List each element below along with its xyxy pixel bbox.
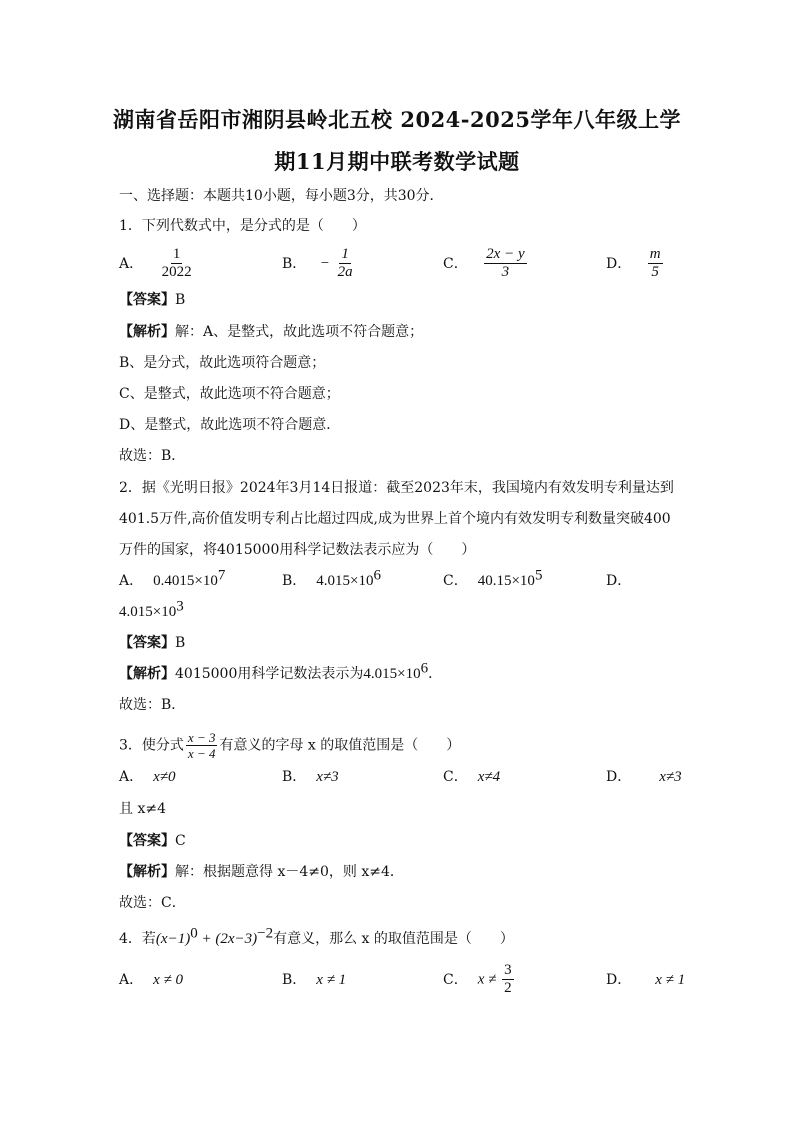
q4-option-b: B． x ≠ 1 [282, 972, 347, 988]
q4-c-fraction: $\frac{3}{2}$ [504, 962, 512, 996]
q1-option-d: D． $\frac{m}{5}$ [606, 246, 661, 280]
q2-option-c: C． $40.15\times 10^5$ [443, 567, 543, 589]
q1-a-fraction: $\frac{1}{2022}$ [161, 246, 192, 280]
q1-option-a: A． $\frac{1}{2022}$ [119, 246, 192, 280]
q1-analysis-1: 【解析】解：A、是整式，故此选项不符合题意； [119, 324, 424, 340]
q2-analysis: 【解析】4015000用科学记数法表示为$4.015\times 10^6$． [119, 660, 443, 682]
q2-option-b: B． $4.015\times 10^6$ [282, 567, 382, 589]
q1-d-fraction: $\frac{m}{5}$ [649, 246, 661, 280]
q1-choose: 故选：B． [119, 448, 186, 464]
q4-option-d: D． x ≠ 1 [606, 972, 686, 988]
q3-choose: 故选：C． [119, 895, 186, 911]
q1-analysis-4: D、是整式，故此选项不符合题意． [119, 417, 341, 433]
q2-option-a: A． $0.4015\times 10^7$ [119, 567, 226, 589]
q4-stem: 4．若$(x-1)^0 + (2x-3)^{-2}$有意义，那么 x 的取值范围是（ ） [119, 925, 514, 947]
q1-stem: 1．下列代数式中，是分式的是（ ） [119, 218, 366, 234]
q1-b-fraction: $\frac{1}{2a}$ [337, 246, 353, 280]
title-line-1: 湖南省岳阳市湘阴县岭北五校 2024-2025学年八年级上学 [113, 107, 681, 132]
q3-fraction: $\frac{x - 3}{x - 4}$ [187, 730, 216, 761]
q3-option-a: A． x≠0 [119, 769, 176, 785]
q1-option-c: C． $\frac{2x - y}{3}$ [443, 246, 525, 280]
q3-option-c: C． x≠4 [443, 769, 501, 785]
q4-option-a: A． x ≠ 0 [119, 972, 184, 988]
q3-answer: 【答案】C [119, 833, 186, 849]
q2-stem-1: 2．据《光明日报》2024年3月14日报道：截至2023年末，我国境内有效发明专利量达到 [119, 480, 674, 496]
q3-option-d-cont: 且 x≠4 [119, 801, 166, 817]
q1-option-b: B． − $\frac{1}{2a}$ [282, 246, 353, 280]
q2-choose: 故选：B． [119, 697, 186, 713]
section-heading: 一、选择题：本题共10小题，每小题3分，共30分． [119, 188, 444, 204]
q3-option-d: D． x≠3 [606, 769, 682, 785]
q2-stem-3: 万件的国家，将4015000用科学记数法表示应为（ ） [119, 542, 476, 558]
title-line-2: 期11月期中联考数学试题 [274, 149, 520, 174]
q1-answer: 【答案】B [119, 292, 186, 308]
q4-option-c: C． x ≠ $\frac{3}{2}$ [443, 962, 512, 996]
q2-option-d-value: $4.015\times 10^3$ [119, 598, 184, 620]
q1-analysis-2: B、是分式，故此选项符合题意； [119, 355, 326, 371]
q3-option-b: B． x≠3 [282, 769, 339, 785]
q3-analysis: 【解析】解：根据题意得 x－4≠0，则 x≠4． [119, 864, 404, 880]
q2-stem-2: 401.5万件,高价值发明专利占比超过四成,成为世界上首个境内有效发明专利数量突破400 [119, 511, 671, 527]
q2-option-d-label: D． [606, 573, 632, 589]
q3-stem: 3．使分式 $\frac{x - 3}{x - 4}$ 有意义的字母 x 的取值范围是（ ） [119, 730, 461, 761]
q2-answer: 【答案】B [119, 635, 186, 651]
q1-analysis-3: C、是整式，故此选项不符合题意； [119, 386, 340, 402]
q1-c-fraction: $\frac{2x - y}{3}$ [486, 246, 525, 280]
